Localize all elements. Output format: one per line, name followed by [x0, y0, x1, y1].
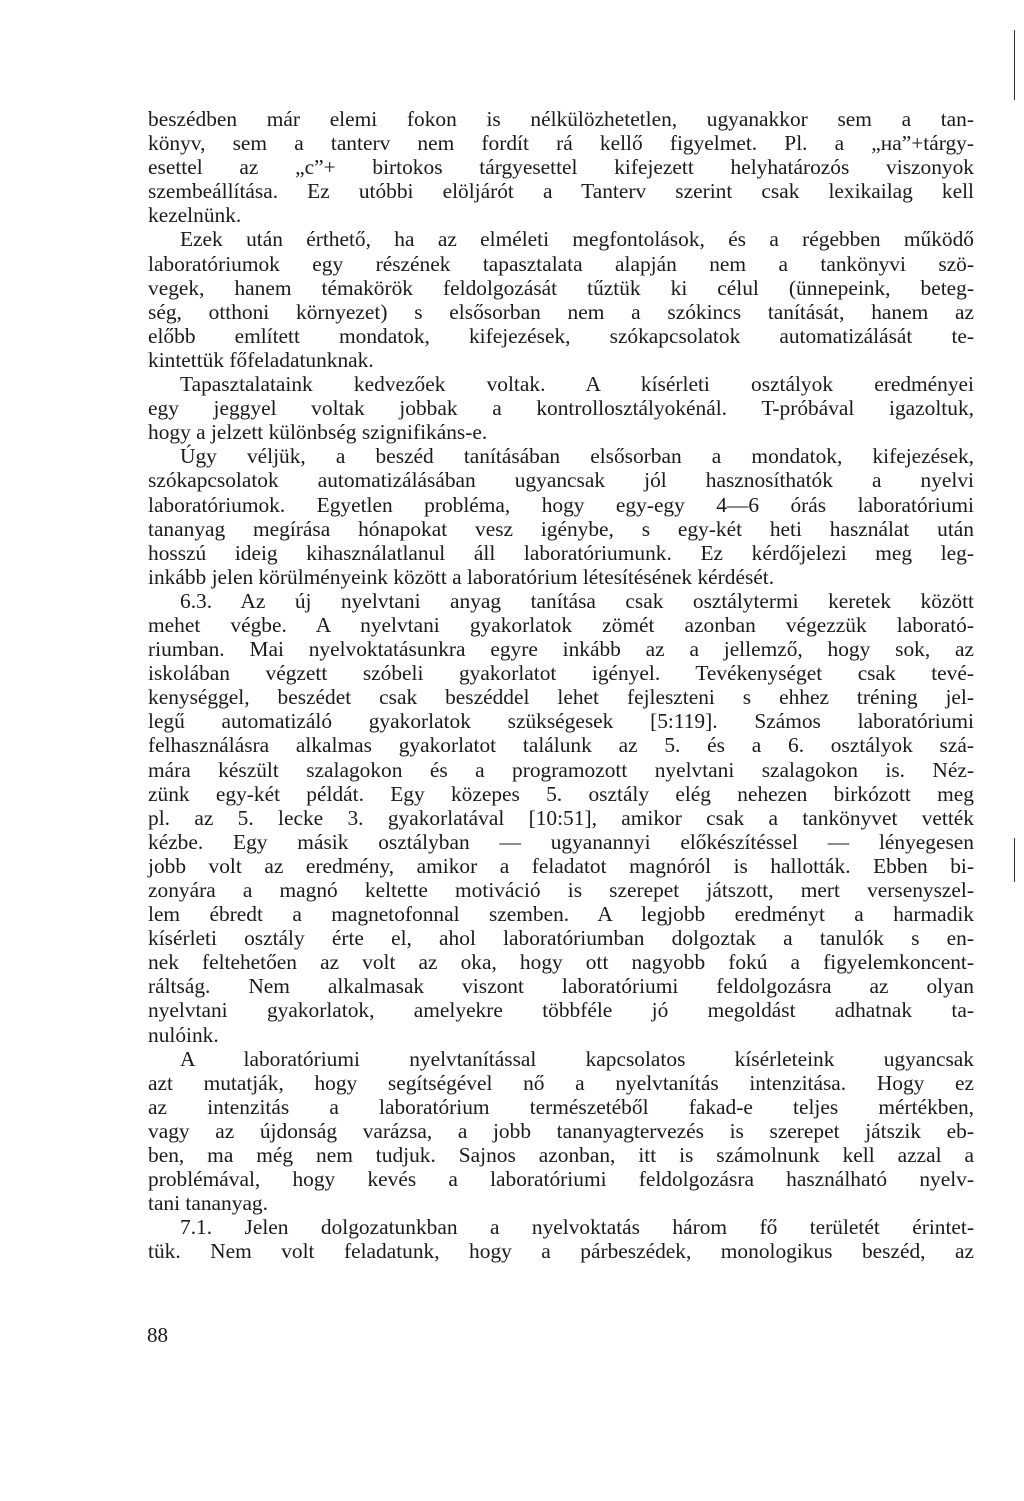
text-line: nyelvtani gyakorlatok, amelyekre többféle jó megoldást adhatnak ta-	[148, 998, 974, 1023]
text-line: ráltság. Nem alkalmasak viszont laboratóriumi feldolgozásra az olyan	[148, 974, 974, 999]
text-line: zonyára a magnó keltette motiváció is szerepet játszott, mert versenyszel-	[148, 878, 974, 902]
text-line: vagy az újdonság varázsa, a jobb tananyagtervezés is szerepet játszik eb-	[148, 1118, 974, 1143]
text-line: kezelnünk.	[148, 203, 242, 228]
text-line: szembeállítása. Ez utóbbi elöljárót a Tanterv szerint csak lexikailag kell	[148, 179, 974, 204]
text-line: lem ébredt a magnetofonnal szemben. A legjobb eredményt a harmadik	[148, 902, 974, 927]
text-line: pl. az 5. lecke 3. gyakorlatával [10:51], amikor csak a tankönyvet vették	[148, 805, 974, 830]
text-line: előbb említett mondatok, kifejezések, szókapcsolatok automatizálását te-	[148, 323, 974, 348]
text-line: tani tananyag.	[148, 1191, 268, 1216]
text-line: nulóink.	[148, 1022, 219, 1047]
text-line: iskolában végzett szóbeli gyakorlatot igényel. Tevékenységet csak tevé-	[148, 661, 974, 686]
text-line: Tapasztalataink kedvezőek voltak. A kísérleti osztályok eredményei	[180, 372, 974, 397]
text-line: ség, otthoni környezet) s elsősorban nem a szókincs tanítását, hanem az	[148, 299, 974, 324]
text-line: azt mutatják, hogy segítségével nő a nyelvtanítás intenzitása. Hogy ez	[148, 1070, 974, 1095]
text-line: tük. Nem volt feladatunk, hogy a párbeszédek, monologikus beszéd, az	[148, 1239, 974, 1264]
text-line: esettel az „c”+ birtokos tárgyesettel kifejezett helyhatározós viszonyok	[148, 155, 974, 180]
page-number: 88	[147, 1323, 168, 1347]
paragraph	[148, 1215, 974, 1263]
text-line: vegek, hanem témakörök feldolgozását tűztük ki célul (ünnepeink, beteg-	[148, 275, 974, 300]
text-line: 6.3. Az új nyelvtani anyag tanítása csak osztálytermi keretek között	[180, 588, 974, 613]
margin-rule-middle	[1014, 838, 1015, 882]
text-line: mára készült szalagokon és a programozott nyelvtani szalagokon is. Néz-	[148, 757, 974, 782]
text-line: az intenzitás a laboratórium természetéből fakad-e teljes mértékben,	[148, 1094, 974, 1119]
text-line: hosszú ideig kihasználatlanul áll laboratóriumunk. Ez kérdőjelezi meg leg-	[148, 540, 974, 565]
text-line: beszédben már elemi fokon is nélkülözhetetlen, ugyanakkor sem a tan-	[148, 107, 974, 131]
paragraph	[148, 227, 974, 372]
text-line: egy jeggyel voltak jobbak a kontrollosztályokénál. T-próbával igazoltuk,	[148, 396, 974, 421]
text-line: nek feltehetően az volt az oka, hogy ott nagyobb fokú a figyelemkoncent-	[148, 950, 974, 975]
text-line: Úgy véljük, a beszéd tanításában elsősorban a mondatok, kifejezések,	[180, 444, 974, 469]
text-line: kísérleti osztály érte el, ahol laboratóriumban dolgoztak a tanulók s en-	[148, 926, 974, 951]
text-line: szókapcsolatok automatizálásában ugyancsak jól hasznosíthatók a nyelvi	[148, 468, 974, 493]
text-line: laboratóriumok. Egyetlen probléma, hogy egy-egy 4—6 órás laboratóriumi	[148, 492, 974, 517]
text-line: laboratóriumok egy részének tapasztalata alapján nem a tankönyvi szö-	[148, 251, 974, 276]
text-line: hogy a jelzett különbség szignifikáns-e.	[148, 420, 488, 445]
text-line: jobb volt az eredmény, amikor a feladatot magnóról is hallották. Ebben bi-	[148, 853, 974, 878]
text-line: riumban. Mai nyelvoktatásunkra egyre inkább az a jellemző, hogy sok, az	[148, 637, 974, 662]
text-line: mehet végbe. A nyelvtani gyakorlatok zömét azonban végezzük laborató-	[148, 612, 974, 637]
text-line: könyv, sem a tanterv nem fordít rá kellő figyelmet. Pl. a „на”+tárgy-	[148, 131, 974, 156]
text-line: tananyag megírása hónapokat vesz igénybe, s egy-két heti használat után	[148, 516, 974, 541]
text-line: inkább jelen körülményeink között a laboratórium létesítésének kérdését.	[148, 564, 775, 589]
text-line: zünk egy-két példát. Egy közepes 5. osztály elég nehezen birkózott meg	[148, 781, 974, 806]
text-line: A laboratóriumi nyelvtanítással kapcsolatos kísérleteink ugyancsak	[180, 1046, 974, 1071]
body-text	[148, 107, 974, 1264]
text-line: kintettük főfeladatunknak.	[148, 347, 374, 372]
text-line: ben, ma még nem tudjuk. Sajnos azonban, itt is számolnunk kell azzal a	[148, 1143, 974, 1168]
margin-rule-top	[1014, 30, 1015, 100]
text-line: felhasználásra alkalmas gyakorlatot találunk az 5. és a 6. osztályok szá-	[148, 733, 974, 758]
paragraph	[148, 107, 974, 227]
paragraph	[148, 444, 974, 589]
text-line: legű automatizáló gyakorlatok szükségesek [5:119]. Számos laboratóriumi	[148, 709, 974, 734]
text-line: kézbe. Egy másik osztályban — ugyanannyi előkészítéssel — lényegesen	[148, 829, 974, 854]
text-line: Ezek után érthető, ha az elméleti megfontolások, és a régebben működő	[180, 227, 974, 252]
text-line: 7.1. Jelen dolgozatunkban a nyelvoktatás három fő területét érintet-	[180, 1215, 974, 1240]
paragraph	[148, 372, 974, 444]
text-line: problémával, hogy kevés a laboratóriumi feldolgozásra használható nyelv-	[148, 1167, 974, 1192]
text-line: kenységgel, beszédet csak beszéddel lehet fejleszteni s ehhez tréning jel-	[148, 685, 974, 710]
paragraph	[148, 589, 974, 1047]
paragraph	[148, 1047, 974, 1216]
